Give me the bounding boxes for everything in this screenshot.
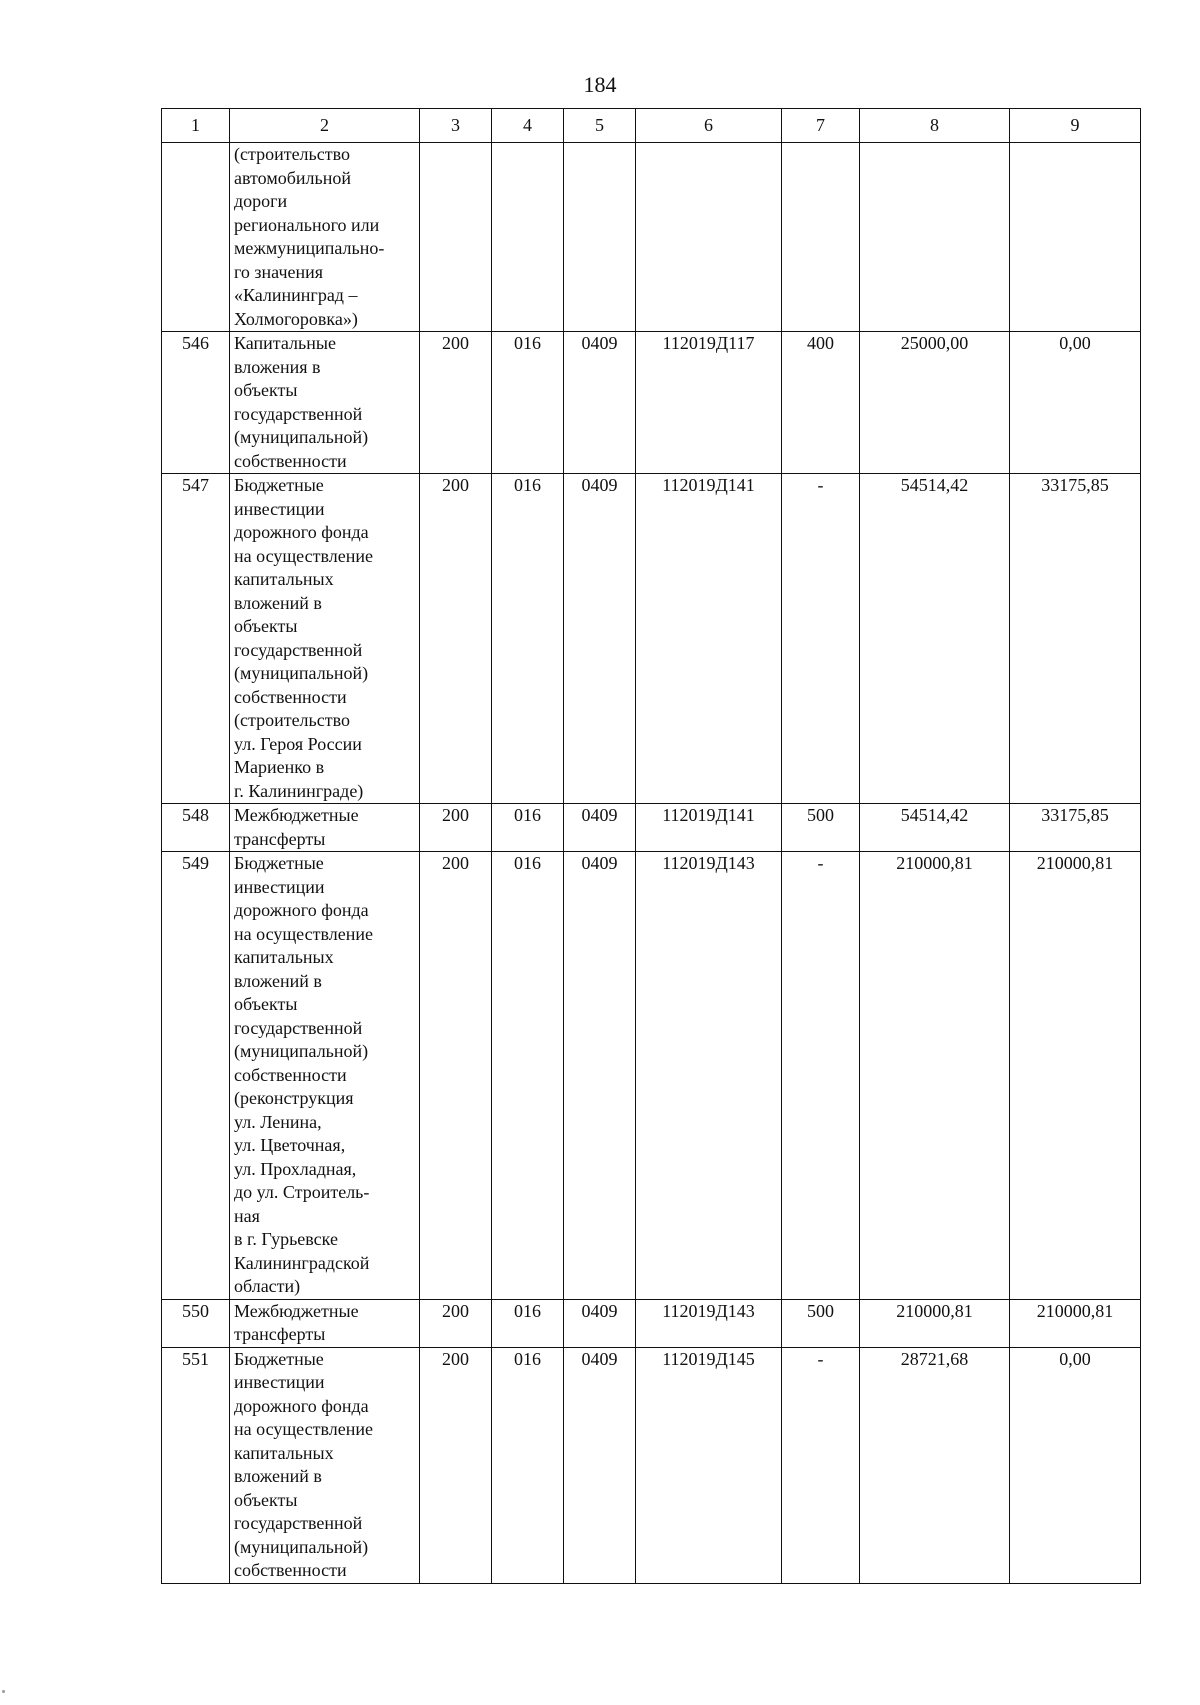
column-header: 5 — [564, 109, 636, 143]
cell-col7: - — [782, 1347, 860, 1583]
cell-col9: 210000,81 — [1010, 852, 1141, 1300]
cell-col5 — [564, 143, 636, 332]
table-row — [162, 1347, 1141, 1583]
cell-col3: 200 — [420, 1299, 492, 1347]
row-number: 548 — [162, 804, 230, 852]
column-header: 3 — [420, 109, 492, 143]
column-header: 8 — [860, 109, 1010, 143]
row-number: 551 — [162, 1347, 230, 1583]
row-description: Бюджетные инвестиции дорожного фонда на осуществление капитальных вложений в объекты государственной (муниципальной) собственности (реконструкция ул. Ленина, ул. Цветочная, ул. Прохладная, до ул. Строитель- ная в г. Гурьевске Калининградской области) — [230, 852, 420, 1300]
cell-col3 — [420, 143, 492, 332]
table-row — [162, 143, 1141, 332]
cell-col8: 54514,42 — [860, 804, 1010, 852]
cell-col6: 112019Д143 — [636, 852, 782, 1300]
cell-col5: 0409 — [564, 852, 636, 1300]
cell-col6: 112019Д143 — [636, 1299, 782, 1347]
row-number: 549 — [162, 852, 230, 1300]
cell-col4 — [492, 143, 564, 332]
cell-col7: - — [782, 474, 860, 804]
cell-col5: 0409 — [564, 474, 636, 804]
cell-col7: 400 — [782, 332, 860, 474]
cell-col3: 200 — [420, 474, 492, 804]
cell-col3: 200 — [420, 332, 492, 474]
cell-col6: 112019Д117 — [636, 332, 782, 474]
cell-col5: 0409 — [564, 1347, 636, 1583]
row-description: Капитальные вложения в объекты государственной (муниципальной) собственности — [230, 332, 420, 474]
cell-col4: 016 — [492, 332, 564, 474]
column-header: 7 — [782, 109, 860, 143]
budget-table — [161, 108, 1141, 1584]
column-header: 1 — [162, 109, 230, 143]
cell-col9: 210000,81 — [1010, 1299, 1141, 1347]
cell-col6: 112019Д141 — [636, 474, 782, 804]
row-description: (строительство автомобильной дороги регионального или межмуниципально- го значения «Калининград – Холмогоровка») — [230, 143, 420, 332]
cell-col6 — [636, 143, 782, 332]
scan-speck — [2, 1690, 5, 1693]
row-description: Бюджетные инвестиции дорожного фонда на осуществление капитальных вложений в объекты государственной (муниципальной) собственности (строительство ул. Героя России Мариенко в г. Калининграде) — [230, 474, 420, 804]
cell-col3: 200 — [420, 804, 492, 852]
cell-col5: 0409 — [564, 1299, 636, 1347]
cell-col8: 210000,81 — [860, 852, 1010, 1300]
table-row — [162, 1299, 1141, 1347]
row-number — [162, 143, 230, 332]
cell-col4: 016 — [492, 1299, 564, 1347]
table-row — [162, 474, 1141, 804]
cell-col7: - — [782, 852, 860, 1300]
row-number: 550 — [162, 1299, 230, 1347]
table-row — [162, 852, 1141, 1300]
page-number: 184 — [583, 72, 617, 97]
cell-col3: 200 — [420, 1347, 492, 1583]
column-header: 2 — [230, 109, 420, 143]
cell-col4: 016 — [492, 1347, 564, 1583]
row-number: 547 — [162, 474, 230, 804]
cell-col4: 016 — [492, 474, 564, 804]
cell-col9: 33175,85 — [1010, 474, 1141, 804]
row-description: Межбюджетные трансферты — [230, 1299, 420, 1347]
cell-col6: 112019Д141 — [636, 804, 782, 852]
table-header-row — [162, 109, 1141, 143]
cell-col8: 28721,68 — [860, 1347, 1010, 1583]
row-description: Межбюджетные трансферты — [230, 804, 420, 852]
cell-col9 — [1010, 143, 1141, 332]
column-header: 9 — [1010, 109, 1141, 143]
column-header: 6 — [636, 109, 782, 143]
cell-col7: 500 — [782, 1299, 860, 1347]
row-description: Бюджетные инвестиции дорожного фонда на осуществление капитальных вложений в объекты государственной (муниципальной) собственности — [230, 1347, 420, 1583]
cell-col4: 016 — [492, 804, 564, 852]
row-number: 546 — [162, 332, 230, 474]
cell-col6: 112019Д145 — [636, 1347, 782, 1583]
cell-col8: 25000,00 — [860, 332, 1010, 474]
cell-col9: 33175,85 — [1010, 804, 1141, 852]
table-row — [162, 332, 1141, 474]
cell-col4: 016 — [492, 852, 564, 1300]
cell-col9: 0,00 — [1010, 332, 1141, 474]
table-row — [162, 804, 1141, 852]
cell-col7 — [782, 143, 860, 332]
column-header: 4 — [492, 109, 564, 143]
cell-col8: 210000,81 — [860, 1299, 1010, 1347]
cell-col5: 0409 — [564, 804, 636, 852]
cell-col8 — [860, 143, 1010, 332]
cell-col7: 500 — [782, 804, 860, 852]
cell-col8: 54514,42 — [860, 474, 1010, 804]
cell-col9: 0,00 — [1010, 1347, 1141, 1583]
cell-col3: 200 — [420, 852, 492, 1300]
cell-col5: 0409 — [564, 332, 636, 474]
